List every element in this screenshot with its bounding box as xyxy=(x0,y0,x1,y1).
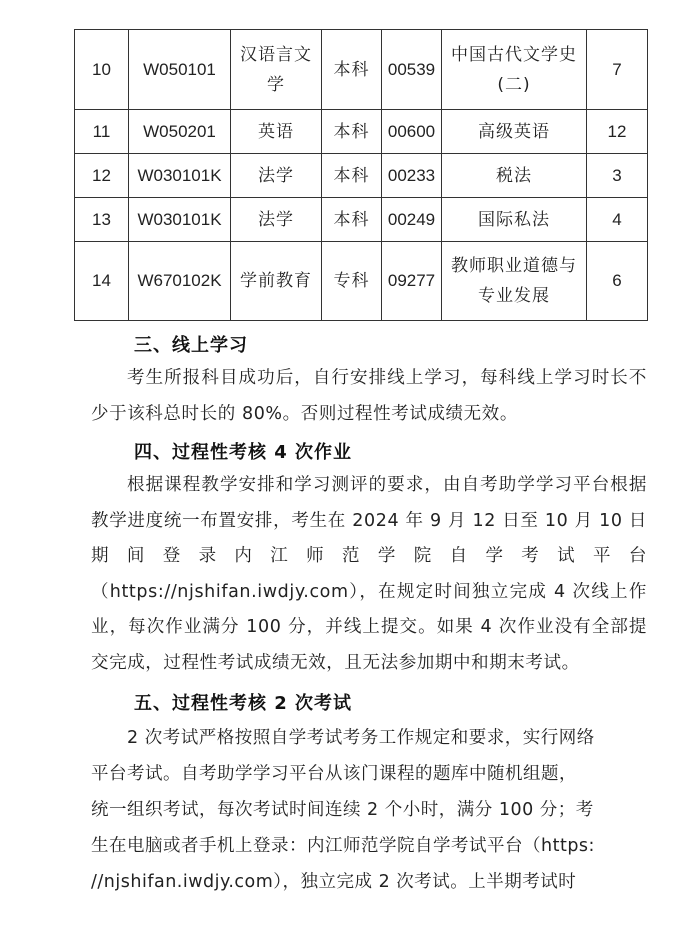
major-code: W050101 xyxy=(129,30,231,110)
study-hours: 4 xyxy=(587,198,648,242)
major-name: 法学 xyxy=(231,154,322,198)
major-code: W030101K xyxy=(129,154,231,198)
section-body-exams-line: 生在电脑或者手机上登录：内江师范学院自学考试平台（https: xyxy=(91,836,595,856)
course-name: 税法 xyxy=(442,154,587,198)
major-code: W670102K xyxy=(129,242,231,321)
education-level: 本科 xyxy=(322,110,382,154)
major-code: W030101K xyxy=(129,198,231,242)
course-code: 00539 xyxy=(382,30,442,110)
table-row xyxy=(75,110,648,154)
major-name: 英语 xyxy=(231,110,322,154)
course-table xyxy=(74,29,648,321)
course-name: 国际私法 xyxy=(442,198,587,242)
study-hours: 6 xyxy=(587,242,648,321)
section-body-exams-line: 统一组织考试，每次考试时间连续 2 个小时，满分 100 分；考 xyxy=(91,800,594,820)
row-number: 13 xyxy=(75,198,129,242)
section-body-exams-line: //njshifan.iwdjy.com），独立完成 2 次考试。上半期考试时 xyxy=(91,872,577,892)
section-body-assignments: 根据课程教学安排和学习测评的要求，由自考助学学习平台根据教学进度统一布置安排，考生在 2024 年 9 月 12 日至 10 月 10 日期间登录内江师范学院自学考试平台（https://njshifan.iwdjy.com），在规定时间独立完成 4 次线上作业，每次作业满分 100 分，并线上提交。如果 4 次作业没有全部提交完成，过程性考试成绩无效，且无法参加期中和期末考试。 xyxy=(91,475,647,673)
course-code: 00233 xyxy=(382,154,442,198)
study-hours: 3 xyxy=(587,154,648,198)
table-row xyxy=(75,242,648,321)
course-code: 09277 xyxy=(382,242,442,321)
study-hours: 7 xyxy=(587,30,648,110)
section-body-online-study: 考生所报科目成功后，自行安排线上学习，每科线上学习时长不少于该科总时长的 80%。否则过程性考试成绩无效。 xyxy=(91,368,647,424)
section-body-exams-line: 平台考试。自考助学学习平台从该门课程的题库中随机组题， xyxy=(91,764,577,784)
row-number: 11 xyxy=(75,110,129,154)
education-level: 本科 xyxy=(322,154,382,198)
table-row xyxy=(75,30,648,110)
education-level: 本科 xyxy=(322,30,382,110)
section-heading-online-study: 三、线上学习 xyxy=(134,335,248,356)
major-code: W050201 xyxy=(129,110,231,154)
row-number: 10 xyxy=(75,30,129,110)
course-code: 00600 xyxy=(382,110,442,154)
major-name: 学前教育 xyxy=(231,242,322,321)
course-code: 00249 xyxy=(382,198,442,242)
table-row xyxy=(75,154,648,198)
major-name: 法学 xyxy=(231,198,322,242)
course-name: 高级英语 xyxy=(442,110,587,154)
table-row xyxy=(75,198,648,242)
section-heading-exams: 五、过程性考核 2 次考试 xyxy=(134,693,353,714)
course-name: 教师职业道德与专业发展 xyxy=(442,242,587,321)
education-level: 专科 xyxy=(322,242,382,321)
major-name: 汉语言文学 xyxy=(231,30,322,110)
row-number: 14 xyxy=(75,242,129,321)
section-heading-assignments: 四、过程性考核 4 次作业 xyxy=(134,442,353,463)
education-level: 本科 xyxy=(322,198,382,242)
study-hours: 12 xyxy=(587,110,648,154)
row-number: 12 xyxy=(75,154,129,198)
course-name: 中国古代文学史(二) xyxy=(442,30,587,110)
section-body-exams-line: 2 次考试严格按照自学考试考务工作规定和要求，实行网络 xyxy=(127,728,595,748)
